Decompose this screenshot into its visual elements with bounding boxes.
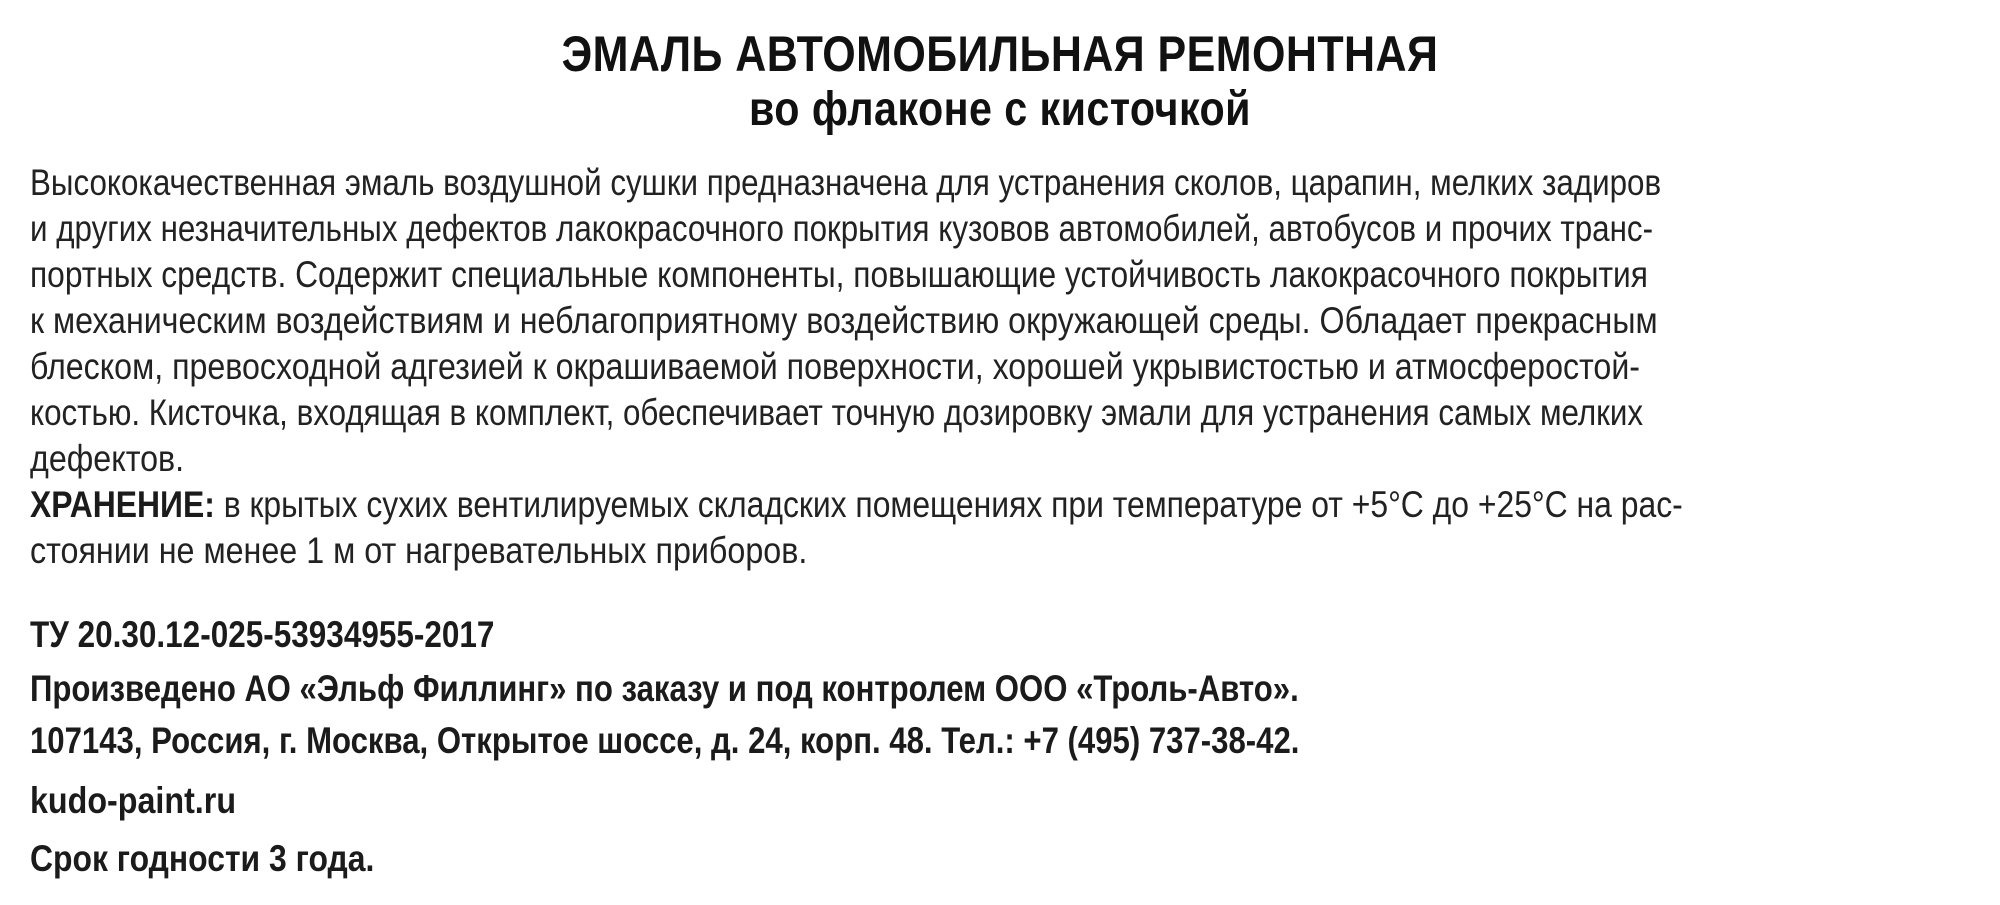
storage-text: в крытых сухих вентилируемых складских помещениях при температуре от +5°С до +25°С на рас- <box>214 483 1683 525</box>
manufacturer-address: 107143, Россия, г. Москва, Открытое шоссе, д. 24, корп. 48. Тел.: +7 (495) 737-38-42. <box>30 719 1300 761</box>
description-line: блеском, превосходной адгезией к окрашиваемой поверхности, хорошей укрывистостью и атмосферостой- <box>30 345 1641 387</box>
description-line: Высококачественная эмаль воздушной сушки предназначена для устранения сколов, царапин, мелких задиров <box>30 161 1662 203</box>
description-line: костью. Кисточка, входящая в комплект, обеспечивает точную дозировку эмали для устранения самых мелких <box>30 391 1644 433</box>
manufacturer-line: Произведено АО «Эльф Филлинг» по заказу и под контролем ООО «Троль-Авто». <box>30 667 1299 709</box>
description-line: дефектов. <box>30 437 185 479</box>
description-line: к механическим воздействиям и неблагоприятному воздействию окружающей среды. Обладает прекрасным <box>30 299 1658 341</box>
product-subtitle: во флаконе с кисточкой <box>749 83 1251 136</box>
description-line: и других незначительных дефектов лакокрасочного покрытия кузовов автомобилей, автобусов и прочих транс- <box>30 207 1654 249</box>
storage-line-2: стоянии не менее 1 м от нагревательных приборов. <box>30 529 808 571</box>
storage-label: ХРАНЕНИЕ: <box>30 483 215 525</box>
tu-code: ТУ 20.30.12-025-53934955-2017 <box>30 613 495 655</box>
storage-line <box>30 482 1683 526</box>
description-line: портных средств. Содержит специальные компоненты, повышающие устойчивость лакокрасочного покрытия <box>30 253 1648 295</box>
product-title: ЭМАЛЬ АВТОМОБИЛЬНАЯ РЕМОНТНАЯ <box>561 26 1439 82</box>
website: kudo-paint.ru <box>30 779 237 821</box>
shelf-life: Срок годности 3 года. <box>30 837 375 879</box>
